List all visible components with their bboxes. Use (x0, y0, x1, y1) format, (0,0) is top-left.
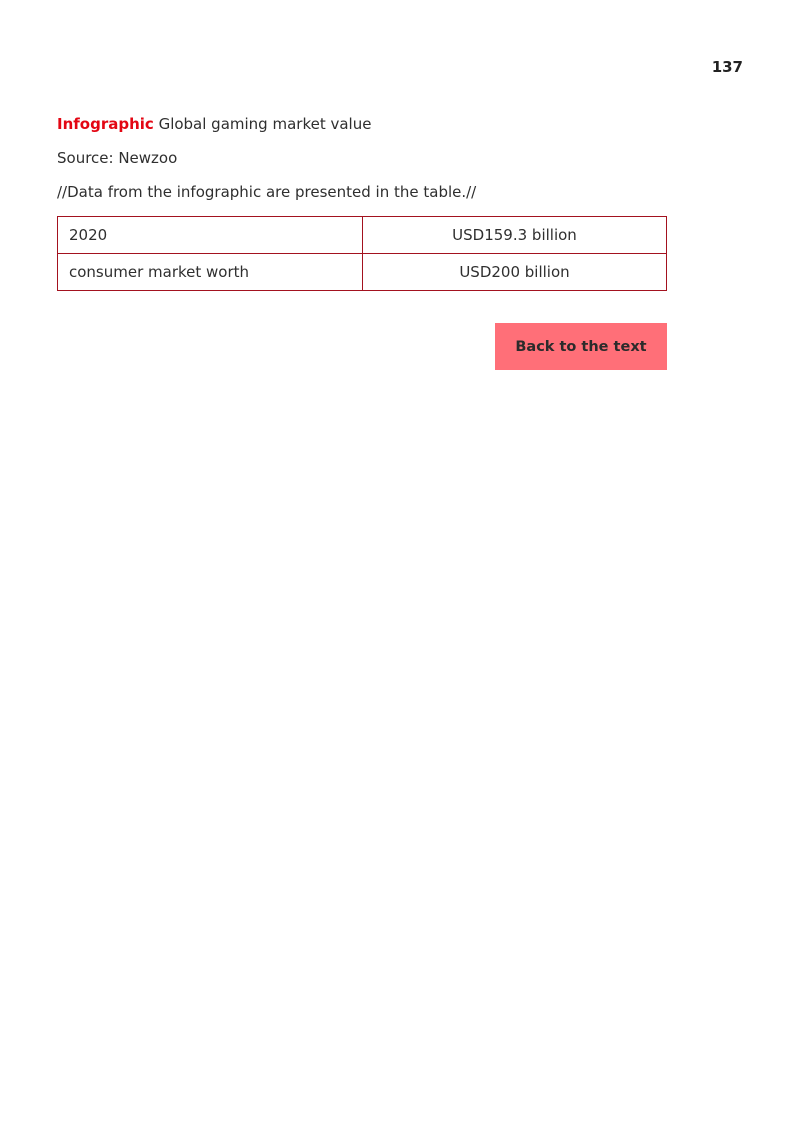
infographic-section (57, 114, 667, 291)
table-cell-label: 2020 (58, 217, 363, 254)
back-to-text-button[interactable]: Back to the text (495, 323, 667, 370)
table-cell-value: USD159.3 billion (363, 217, 667, 254)
table-cell-value: USD200 billion (363, 254, 667, 291)
infographic-label: Infographic (57, 115, 154, 133)
infographic-heading (57, 114, 667, 134)
page-number: 137 (711, 58, 743, 76)
table-note: //Data from the infographic are presented in the table.// (57, 183, 477, 201)
table-row (58, 217, 667, 254)
table-cell-label: consumer market worth (58, 254, 363, 291)
source-line: Source: Newzoo (57, 149, 178, 167)
table-row (58, 254, 667, 291)
infographic-title: Global gaming market value (153, 115, 372, 133)
data-table (57, 216, 667, 291)
